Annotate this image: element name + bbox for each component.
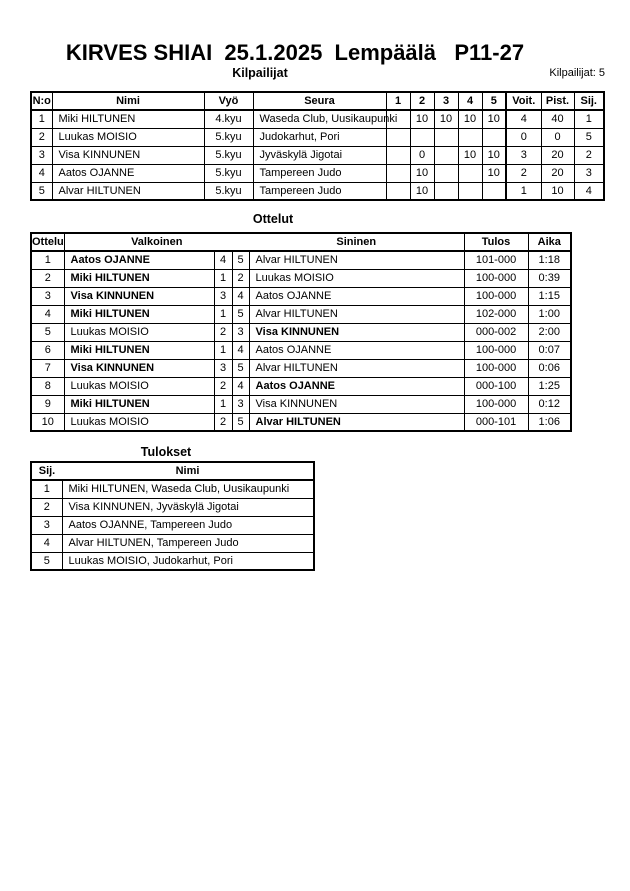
white-player-cell: Aatos OJANNE	[64, 251, 214, 269]
section-title-kilpailijat: Kilpailijat	[232, 66, 288, 80]
competitor-club-cell: Waseda Club, Uusikaupunki	[253, 110, 386, 128]
blue-player-number-cell: 5	[232, 413, 249, 431]
placement-cell: 5	[574, 128, 604, 146]
white-player-cell: Miki HILTUNEN	[64, 395, 214, 413]
result-row	[31, 480, 314, 498]
header-result: Tulos	[464, 233, 528, 251]
competitor-belt-cell: 5.kyu	[204, 146, 253, 164]
competitors-table	[30, 91, 605, 201]
points-cell: 0	[541, 128, 574, 146]
white-player-number-cell: 1	[214, 395, 232, 413]
result-cell: 100-000	[464, 341, 528, 359]
result-row	[31, 498, 314, 516]
white-player-cell: Miki HILTUNEN	[64, 269, 214, 287]
header-belt: Vyö	[204, 92, 253, 110]
white-player-number-cell: 1	[214, 269, 232, 287]
round-score-cell-1	[386, 128, 410, 146]
header-placement: Sij.	[31, 462, 62, 480]
white-player-number-cell: 4	[214, 251, 232, 269]
results-table	[30, 461, 315, 571]
section-title-ottelut: Ottelut	[252, 212, 294, 226]
round-score-cell-5	[482, 128, 506, 146]
round-score-cell-3	[434, 182, 458, 200]
match-number-cell: 4	[31, 305, 64, 323]
white-player-number-cell: 2	[214, 377, 232, 395]
white-player-cell: Luukas MOISIO	[64, 413, 214, 431]
placement-cell: 2	[574, 146, 604, 164]
blue-player-number-cell: 2	[232, 269, 249, 287]
white-player-number-cell: 2	[214, 413, 232, 431]
time-cell: 0:12	[528, 395, 571, 413]
match-row	[31, 395, 571, 413]
match-row	[31, 269, 571, 287]
header-match-number: Ottelu	[31, 233, 64, 251]
placement-cell: 1	[31, 480, 62, 498]
round-score-cell-5: 10	[482, 164, 506, 182]
blue-player-cell: Aatos OJANNE	[249, 377, 464, 395]
round-score-cell-2: 10	[410, 182, 434, 200]
result-cell: 100-000	[464, 269, 528, 287]
header-placement: Sij.	[574, 92, 604, 110]
round-score-cell-4: 10	[458, 146, 482, 164]
round-score-cell-2: 10	[410, 110, 434, 128]
competitor-belt-cell: 5.kyu	[204, 182, 253, 200]
result-cell: 000-002	[464, 323, 528, 341]
header-wins: Voit.	[506, 92, 541, 110]
wins-cell: 2	[506, 164, 541, 182]
blue-player-cell: Alvar HILTUNEN	[249, 251, 464, 269]
blue-player-number-cell: 3	[232, 323, 249, 341]
match-row	[31, 413, 571, 431]
match-number-cell: 1	[31, 251, 64, 269]
result-name-cell: Luukas MOISIO, Judokarhut, Pori	[62, 552, 314, 570]
time-cell: 2:00	[528, 323, 571, 341]
match-row	[31, 305, 571, 323]
match-number-cell: 8	[31, 377, 64, 395]
result-cell: 100-000	[464, 359, 528, 377]
header-points: Pist.	[541, 92, 574, 110]
match-row	[31, 323, 571, 341]
section-title-tulokset: Tulokset	[140, 445, 192, 459]
result-cell: 102-000	[464, 305, 528, 323]
white-player-cell: Miki HILTUNEN	[64, 305, 214, 323]
result-name-cell: Miki HILTUNEN, Waseda Club, Uusikaupunki	[62, 480, 314, 498]
wins-cell: 1	[506, 182, 541, 200]
match-number-cell: 7	[31, 359, 64, 377]
match-number-cell: 5	[31, 323, 64, 341]
competitor-row	[31, 182, 604, 200]
round-score-cell-1	[386, 164, 410, 182]
match-number-cell: 3	[31, 287, 64, 305]
header-round-3: 3	[434, 92, 458, 110]
header-name: Nimi	[62, 462, 314, 480]
header-round-1: 1	[386, 92, 410, 110]
placement-cell: 2	[31, 498, 62, 516]
round-score-cell-4: 10	[458, 110, 482, 128]
blue-player-number-cell: 3	[232, 395, 249, 413]
points-cell: 10	[541, 182, 574, 200]
header-name: Nimi	[52, 92, 204, 110]
competitors-header-row	[31, 92, 604, 110]
header-round-2: 2	[410, 92, 434, 110]
competitor-count-label: Kilpailijat: 5	[549, 67, 605, 79]
white-player-number-cell: 2	[214, 323, 232, 341]
blue-player-number-cell: 4	[232, 341, 249, 359]
blue-player-cell: Alvar HILTUNEN	[249, 305, 464, 323]
wins-cell: 4	[506, 110, 541, 128]
time-cell: 0:07	[528, 341, 571, 359]
competitor-club-cell: Tampereen Judo	[253, 164, 386, 182]
round-score-cell-1	[386, 146, 410, 164]
round-score-cell-2: 0	[410, 146, 434, 164]
round-score-cell-5: 10	[482, 110, 506, 128]
competitor-name-cell: Aatos OJANNE	[52, 164, 204, 182]
wins-cell: 3	[506, 146, 541, 164]
competitor-club-cell: Judokarhut, Pori	[253, 128, 386, 146]
header-blue: Sininen	[249, 233, 464, 251]
competitor-club-cell: Jyväskylä Jigotai	[253, 146, 386, 164]
header-white: Valkoinen	[64, 233, 249, 251]
time-cell: 1:06	[528, 413, 571, 431]
competitor-row	[31, 128, 604, 146]
round-score-cell-5	[482, 182, 506, 200]
result-row	[31, 534, 314, 552]
blue-player-number-cell: 5	[232, 359, 249, 377]
result-row	[31, 516, 314, 534]
match-row	[31, 341, 571, 359]
header-round-5: 5	[482, 92, 506, 110]
result-cell: 100-000	[464, 395, 528, 413]
white-player-cell: Luukas MOISIO	[64, 377, 214, 395]
white-player-number-cell: 1	[214, 305, 232, 323]
competitor-number-cell: 2	[31, 128, 52, 146]
round-score-cell-1	[386, 182, 410, 200]
round-score-cell-5: 10	[482, 146, 506, 164]
round-score-cell-3	[434, 128, 458, 146]
round-score-cell-2: 10	[410, 164, 434, 182]
round-score-cell-4	[458, 128, 482, 146]
competitor-name-cell: Visa KINNUNEN	[52, 146, 204, 164]
placement-cell: 4	[574, 182, 604, 200]
blue-player-cell: Visa KINNUNEN	[249, 395, 464, 413]
matches-table	[30, 232, 572, 432]
round-score-cell-3: 10	[434, 110, 458, 128]
placement-cell: 1	[574, 110, 604, 128]
match-row	[31, 359, 571, 377]
competitor-number-cell: 4	[31, 164, 52, 182]
points-cell: 40	[541, 110, 574, 128]
white-player-cell: Visa KINNUNEN	[64, 359, 214, 377]
match-row	[31, 251, 571, 269]
white-player-cell: Luukas MOISIO	[64, 323, 214, 341]
competitor-number-cell: 3	[31, 146, 52, 164]
blue-player-number-cell: 4	[232, 287, 249, 305]
header-time: Aika	[528, 233, 571, 251]
time-cell: 1:15	[528, 287, 571, 305]
result-cell: 000-100	[464, 377, 528, 395]
round-score-cell-4	[458, 164, 482, 182]
white-player-number-cell: 3	[214, 287, 232, 305]
result-cell: 000-101	[464, 413, 528, 431]
placement-cell: 3	[574, 164, 604, 182]
blue-player-number-cell: 5	[232, 251, 249, 269]
header-club: Seura	[253, 92, 386, 110]
blue-player-cell: Luukas MOISIO	[249, 269, 464, 287]
match-number-cell: 6	[31, 341, 64, 359]
competitor-name-cell: Luukas MOISIO	[52, 128, 204, 146]
blue-player-number-cell: 4	[232, 377, 249, 395]
competitor-row	[31, 110, 604, 128]
time-cell: 1:18	[528, 251, 571, 269]
competitor-name-cell: Miki HILTUNEN	[52, 110, 204, 128]
page-title: KIRVES SHIAI 25.1.2025 Lempäälä P11-27	[65, 40, 525, 65]
time-cell: 1:25	[528, 377, 571, 395]
matches-header-row	[31, 233, 571, 251]
match-row	[31, 287, 571, 305]
competitor-belt-cell: 5.kyu	[204, 164, 253, 182]
match-number-cell: 10	[31, 413, 64, 431]
time-cell: 0:39	[528, 269, 571, 287]
competitor-number-cell: 5	[31, 182, 52, 200]
round-score-cell-4	[458, 182, 482, 200]
white-player-number-cell: 1	[214, 341, 232, 359]
placement-cell: 3	[31, 516, 62, 534]
points-cell: 20	[541, 164, 574, 182]
blue-player-cell: Alvar HILTUNEN	[249, 413, 464, 431]
competitor-club-cell: Tampereen Judo	[253, 182, 386, 200]
competitor-name-cell: Alvar HILTUNEN	[52, 182, 204, 200]
placement-cell: 4	[31, 534, 62, 552]
header-competitor-number: N:o	[31, 92, 52, 110]
placement-cell: 5	[31, 552, 62, 570]
round-score-cell-2	[410, 128, 434, 146]
result-name-cell: Visa KINNUNEN, Jyväskylä Jigotai	[62, 498, 314, 516]
wins-cell: 0	[506, 128, 541, 146]
match-number-cell: 2	[31, 269, 64, 287]
competitor-row	[31, 146, 604, 164]
competitor-number-cell: 1	[31, 110, 52, 128]
blue-player-number-cell: 5	[232, 305, 249, 323]
result-name-cell: Alvar HILTUNEN, Tampereen Judo	[62, 534, 314, 552]
blue-player-cell: Alvar HILTUNEN	[249, 359, 464, 377]
white-player-cell: Visa KINNUNEN	[64, 287, 214, 305]
competitor-belt-cell: 4.kyu	[204, 110, 253, 128]
blue-player-cell: Aatos OJANNE	[249, 341, 464, 359]
white-player-cell: Miki HILTUNEN	[64, 341, 214, 359]
result-cell: 101-000	[464, 251, 528, 269]
round-score-cell-3	[434, 146, 458, 164]
competitor-belt-cell: 5.kyu	[204, 128, 253, 146]
result-row	[31, 552, 314, 570]
match-row	[31, 377, 571, 395]
result-name-cell: Aatos OJANNE, Tampereen Judo	[62, 516, 314, 534]
match-number-cell: 9	[31, 395, 64, 413]
time-cell: 0:06	[528, 359, 571, 377]
points-cell: 20	[541, 146, 574, 164]
blue-player-cell: Visa KINNUNEN	[249, 323, 464, 341]
time-cell: 1:00	[528, 305, 571, 323]
competitor-row	[31, 164, 604, 182]
header-round-4: 4	[458, 92, 482, 110]
result-cell: 100-000	[464, 287, 528, 305]
round-score-cell-3	[434, 164, 458, 182]
blue-player-cell: Aatos OJANNE	[249, 287, 464, 305]
white-player-number-cell: 3	[214, 359, 232, 377]
results-header-row	[31, 462, 314, 480]
